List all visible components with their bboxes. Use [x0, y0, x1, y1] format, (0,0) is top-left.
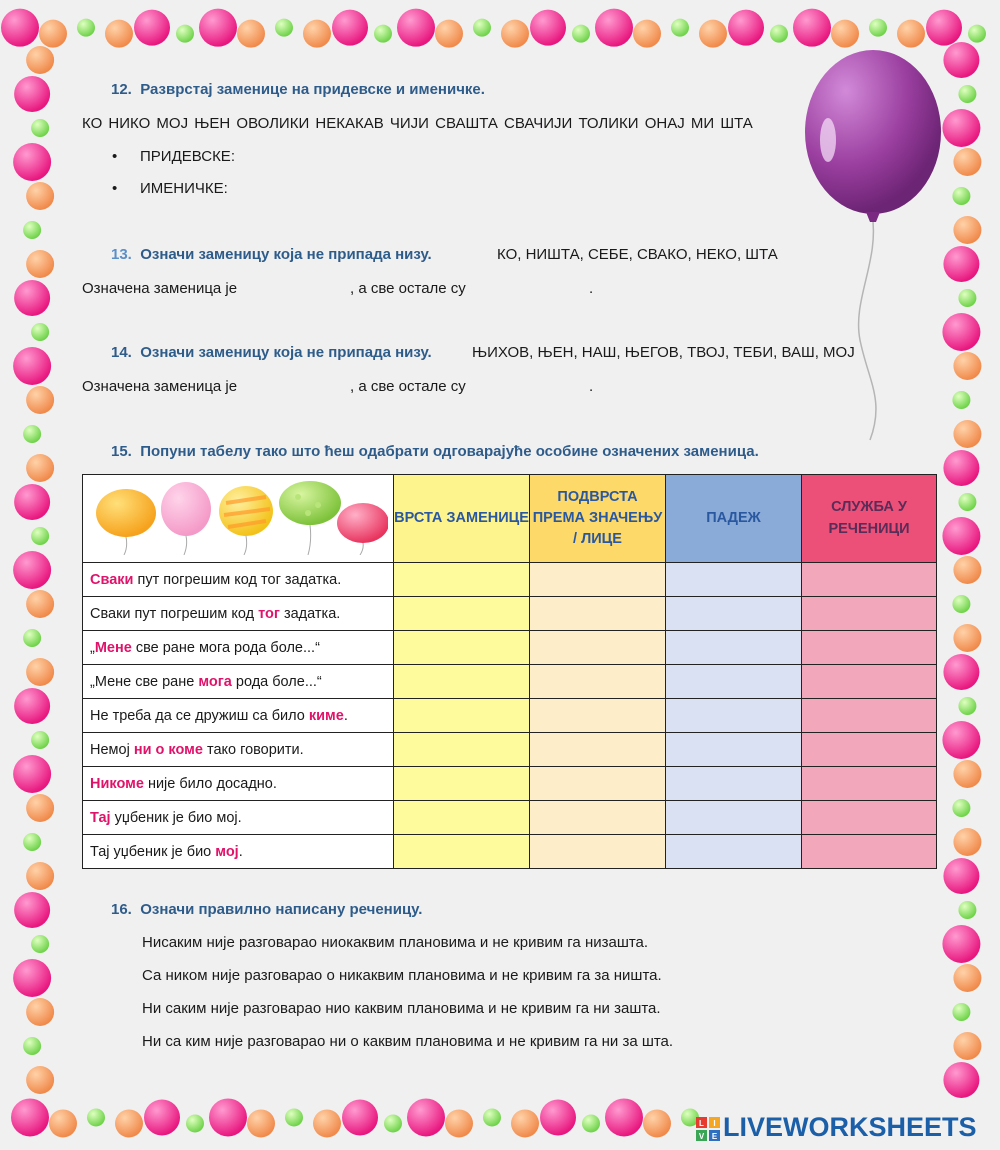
- pronoun-table: [82, 474, 937, 869]
- q16-number: 16.: [111, 901, 132, 918]
- sentence-text: тако говорити.: [202, 741, 304, 758]
- answer-vrsta-cell[interactable]: [394, 733, 530, 767]
- q14-heading: [111, 344, 432, 361]
- answer-sluzba-cell[interactable]: [802, 631, 937, 665]
- answer-vrsta-cell[interactable]: [394, 563, 530, 597]
- q16-heading: [111, 901, 422, 918]
- answer-podvrsta-cell[interactable]: [530, 665, 666, 699]
- q12-heading: [111, 81, 485, 98]
- table-header-row: [83, 475, 937, 563]
- q12-bullet-nominal: • ИМЕНИЧКЕ:: [140, 180, 228, 197]
- q16-option-1[interactable]: Нисаким није разговарао ниокаквим плановима и не кривим га низашта.: [142, 934, 649, 951]
- sentence-text: Сваки пут погрешим код: [90, 605, 259, 622]
- svg-text:L: L: [699, 1118, 704, 1128]
- q16-option-3[interactable]: Ни саким није разговарао нио каквим плановима и не кривим га ни зашта.: [142, 1000, 661, 1017]
- answer-sluzba-cell[interactable]: [802, 563, 937, 597]
- answer-padez-cell[interactable]: [666, 563, 802, 597]
- q14-series: ЊИХОВ, ЊЕН, НАШ, ЊЕГОВ, ТВОЈ, ТЕБИ, ВАШ, МОЈ: [472, 344, 855, 361]
- highlighted-pronoun: ни о коме: [133, 741, 203, 758]
- answer-podvrsta-cell[interactable]: [530, 597, 666, 631]
- sentence-cell: [83, 563, 394, 597]
- liveworksheets-badge-icon: [696, 1117, 720, 1141]
- q14-answer-end: .: [589, 378, 594, 395]
- sentence-text: није било досадно.: [143, 775, 277, 792]
- answer-podvrsta-cell[interactable]: [530, 801, 666, 835]
- q12-word-list: КО НИКО МОЈ ЊЕН ОВОЛИКИ НЕКАКАВ ЧИЈИ СВАШТА СВАЧИЈИ ТОЛИКИ ОНАЈ МИ ШТА: [82, 115, 753, 132]
- q13-title: Означи заменицу која не припада низу.: [140, 246, 432, 263]
- q14-answer-rest: , а све остале су: [350, 378, 466, 395]
- sentence-cell: [83, 767, 394, 801]
- liveworksheets-logo: [696, 1112, 977, 1143]
- answer-podvrsta-cell[interactable]: [530, 563, 666, 597]
- header-padez: ПАДЕЖ: [666, 475, 802, 563]
- sentence-text: „: [90, 639, 95, 656]
- q12-number: 12.: [111, 81, 132, 98]
- q16-option-2[interactable]: Са ником није разговарао о никаквим плановима и не кривим га за ништа.: [142, 967, 662, 984]
- sentence-cell: [83, 631, 394, 665]
- sentence-text: задатка.: [279, 605, 341, 622]
- q13-heading: [111, 246, 432, 263]
- q15-number: 15.: [111, 443, 132, 460]
- answer-podvrsta-cell[interactable]: [530, 835, 666, 869]
- answer-vrsta-cell[interactable]: [394, 767, 530, 801]
- sentence-cell: [83, 665, 394, 699]
- header-vrsta: ВРСТА ЗАМЕНИЦЕ: [394, 475, 530, 563]
- svg-text:I: I: [713, 1118, 716, 1128]
- answer-vrsta-cell[interactable]: [394, 835, 530, 869]
- answer-vrsta-cell[interactable]: [394, 597, 530, 631]
- highlighted-pronoun: мој: [215, 843, 239, 860]
- highlighted-pronoun: мога: [198, 673, 232, 690]
- highlighted-pronoun: Сваки: [90, 571, 134, 588]
- svg-text:E: E: [711, 1131, 718, 1141]
- answer-sluzba-cell[interactable]: [802, 801, 937, 835]
- answer-vrsta-cell[interactable]: [394, 699, 530, 733]
- answer-sluzba-cell[interactable]: [802, 597, 937, 631]
- answer-sluzba-cell[interactable]: [802, 767, 937, 801]
- sentence-cell: [83, 835, 394, 869]
- sentence-text: .: [238, 843, 243, 860]
- highlighted-pronoun: Никоме: [90, 775, 144, 792]
- colorful-balloons-icon: [88, 475, 388, 555]
- q15-heading: [111, 443, 759, 460]
- q12-title: Разврстај заменице на придевске и именичке.: [140, 81, 485, 98]
- q14-title: Означи заменицу која не припада низу.: [140, 344, 432, 361]
- sentence-text: „Мене све ране: [90, 673, 199, 690]
- table-row: [83, 835, 937, 869]
- header-sluzba: СЛУЖБА У РЕЧЕНИЦИ: [802, 475, 937, 563]
- q14-number: 14.: [111, 344, 132, 361]
- sentence-text: Тај уџбеник је био: [90, 843, 216, 860]
- q13-number: 13.: [111, 246, 132, 263]
- sentence-cell: [83, 733, 394, 767]
- table-row: [83, 597, 937, 631]
- header-podvrsta: ПОДВРСТА ПРЕМА ЗНАЧЕЊУ / ЛИЦЕ: [530, 475, 666, 563]
- svg-text:V: V: [698, 1131, 705, 1141]
- answer-sluzba-cell[interactable]: [802, 835, 937, 869]
- highlighted-pronoun: тог: [258, 605, 280, 622]
- sentence-text: све ране мога рода боле...“: [131, 639, 320, 656]
- balloons-picture: [83, 475, 394, 563]
- table-row: [83, 733, 937, 767]
- answer-sluzba-cell[interactable]: [802, 733, 937, 767]
- table-row: [83, 631, 937, 665]
- answer-padez-cell[interactable]: [666, 801, 802, 835]
- highlighted-pronoun: киме: [308, 707, 344, 724]
- answer-podvrsta-cell[interactable]: [530, 631, 666, 665]
- table-row: [83, 699, 937, 733]
- table-row: [83, 563, 937, 597]
- sentence-text: Немој: [90, 741, 134, 758]
- answer-padez-cell[interactable]: [666, 665, 802, 699]
- q13-answer-rest: , а све остале су: [350, 280, 466, 297]
- table-row: [83, 665, 937, 699]
- sentence-text: рода боле...“: [231, 673, 322, 690]
- answer-vrsta-cell[interactable]: [394, 631, 530, 665]
- sentence-text: уџбеник је био мој.: [110, 809, 242, 826]
- answer-padez-cell[interactable]: [666, 835, 802, 869]
- answer-padez-cell[interactable]: [666, 597, 802, 631]
- answer-podvrsta-cell[interactable]: [530, 733, 666, 767]
- highlighted-pronoun: Тај: [90, 809, 111, 826]
- answer-padez-cell[interactable]: [666, 699, 802, 733]
- purple-balloon-icon: [805, 50, 941, 440]
- answer-podvrsta-cell[interactable]: [530, 699, 666, 733]
- answer-sluzba-cell[interactable]: [802, 699, 937, 733]
- q14-answer-label: Означена заменица је: [82, 378, 238, 395]
- table-row: [83, 767, 937, 801]
- answer-padez-cell[interactable]: [666, 631, 802, 665]
- q16-option-4[interactable]: Ни са ким није разговарао ни о каквим плановима и не кривим га ни за шта.: [142, 1033, 674, 1050]
- sentence-text: .: [343, 707, 348, 724]
- q13-series: КО, НИШТА, СЕБЕ, СВАКО, НЕКО, ШТА: [497, 246, 778, 263]
- sentence-cell: [83, 597, 394, 631]
- sentence-text: пут погрешим код тог задатка.: [133, 571, 342, 588]
- answer-vrsta-cell[interactable]: [394, 801, 530, 835]
- q13-answer-end: .: [589, 280, 594, 297]
- answer-padez-cell[interactable]: [666, 767, 802, 801]
- answer-vrsta-cell[interactable]: [394, 665, 530, 699]
- highlighted-pronoun: Мене: [94, 639, 132, 656]
- table-row: [83, 801, 937, 835]
- liveworksheets-wordmark: LIVEWORKSHEETS: [723, 1112, 977, 1142]
- q15-title: Попуни табелу тако што ћеш одабрати одговарајуће особине означених заменица.: [140, 443, 759, 460]
- sentence-cell: [83, 801, 394, 835]
- q13-answer-label: Означена заменица је: [82, 280, 238, 297]
- q12-bullet-adjectival: • ПРИДЕВСКЕ:: [140, 148, 235, 165]
- q16-title: Означи правилно написану реченицу.: [140, 901, 423, 918]
- sentence-text: Не треба да се дружиш са било: [90, 707, 309, 724]
- answer-padez-cell[interactable]: [666, 733, 802, 767]
- answer-podvrsta-cell[interactable]: [530, 767, 666, 801]
- sentence-cell: [83, 699, 394, 733]
- answer-sluzba-cell[interactable]: [802, 665, 937, 699]
